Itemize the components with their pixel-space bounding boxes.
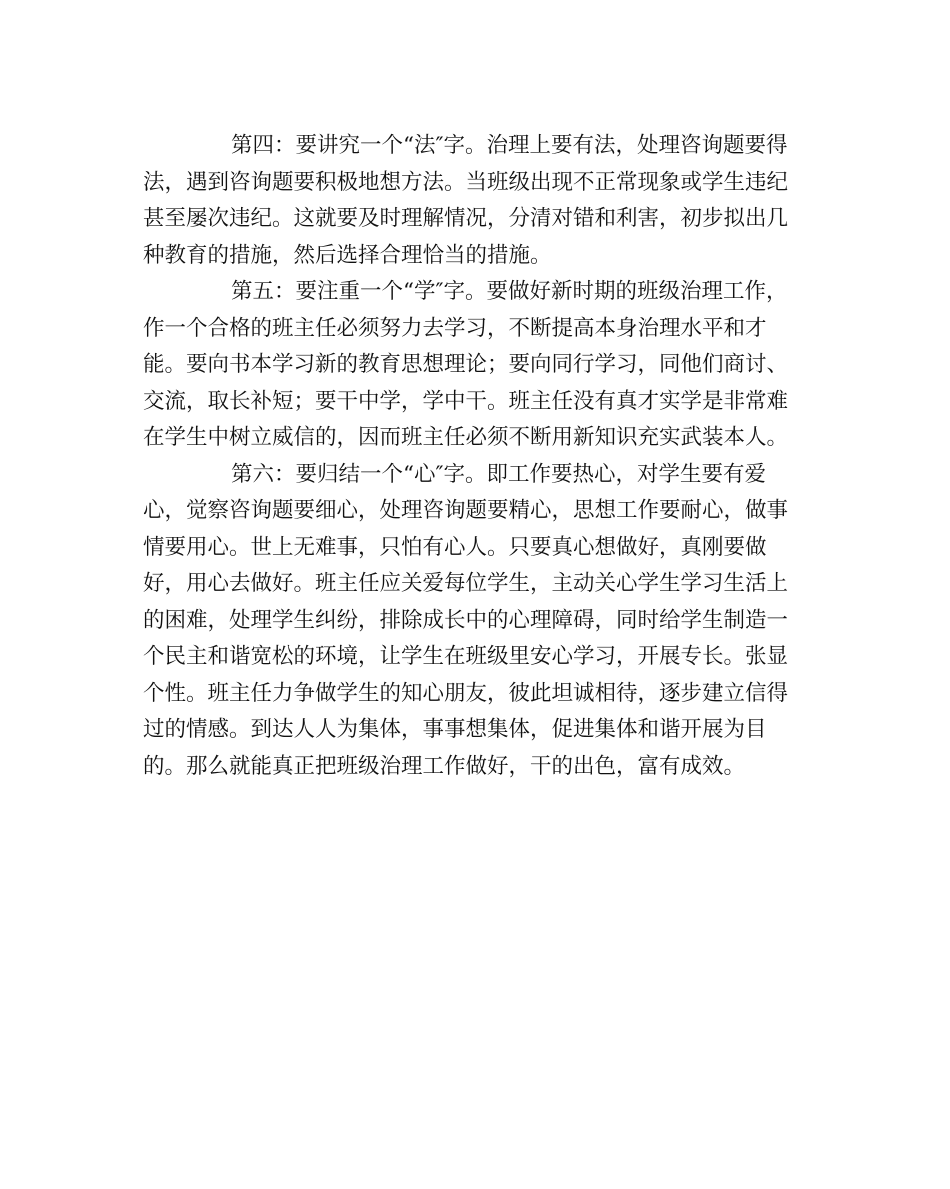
paragraph-line: 第五：要注重一个“学″字。要做好新时期的班级治理工作，: [231, 279, 788, 304]
paragraph-line: 交流，取长补短；要干中学，学中干。班主任没有真才实学是非常难: [143, 388, 789, 414]
paragraph-line: 过的情感。到达人人为集体，事事想集体，促进集体和谐开展为目: [143, 717, 767, 742]
paragraph-line: 在学生中树立威信的，因而班主任必须不断用新知识充实武装本人。: [143, 425, 789, 450]
paragraph-line: 个性。班主任力争做学生的知心朋友，彼此坦诚相待，逐步建立信得: [143, 680, 789, 706]
paragraph-line: 的。那么就能真正把班级治理工作做好，干的出色，富有成效。: [143, 753, 746, 779]
document-body: [143, 128, 813, 785]
paragraph-line: 能。要向书本学习新的教育思想理论；要向同行学习，同他们商讨、: [143, 352, 789, 377]
paragraph-5-study: [143, 274, 813, 457]
paragraph-line: 种教育的措施，然后选择合理恰当的措施。: [143, 242, 552, 268]
paragraph-6-heart: [143, 457, 813, 786]
paragraph-line: 第六：要归结一个“心″字。即工作要热心，对学生要有爱: [231, 461, 767, 487]
paragraph-line: 心，觉察咨询题要细心，处理咨询题要精心，思想工作要耐心，做事: [143, 498, 789, 523]
paragraph-line: 情要用心。世上无难事，只怕有心人。只要真心想做好，真刚要做: [143, 534, 767, 560]
paragraph-line: 甚至屡次违纪。这就要及时理解情况，分清对错和利害，初步拟出几: [143, 206, 789, 231]
paragraph-line: 法，遇到咨询题要积极地想方法。当班级出现不正常现象或学生违纪: [143, 169, 789, 195]
paragraph-4-law: [143, 128, 813, 274]
paragraph-line: 作一个合格的班主任必须努力去学习，不断提高本身治理水平和才: [143, 315, 767, 341]
paragraph-line: 好，用心去做好。班主任应关爱每位学生，主动关心学生学习生活上: [143, 571, 789, 596]
paragraph-line: 第四：要讲究一个“法″字。治理上要有法，处理咨询题要得: [231, 133, 788, 158]
paragraph-line: 个民主和谐宽松的环境，让学生在班级里安心学习，开展专长。张显: [143, 644, 789, 669]
paragraph-line: 的困难，处理学生纠纷，排除成长中的心理障碍，同时给学生制造一: [143, 607, 789, 633]
